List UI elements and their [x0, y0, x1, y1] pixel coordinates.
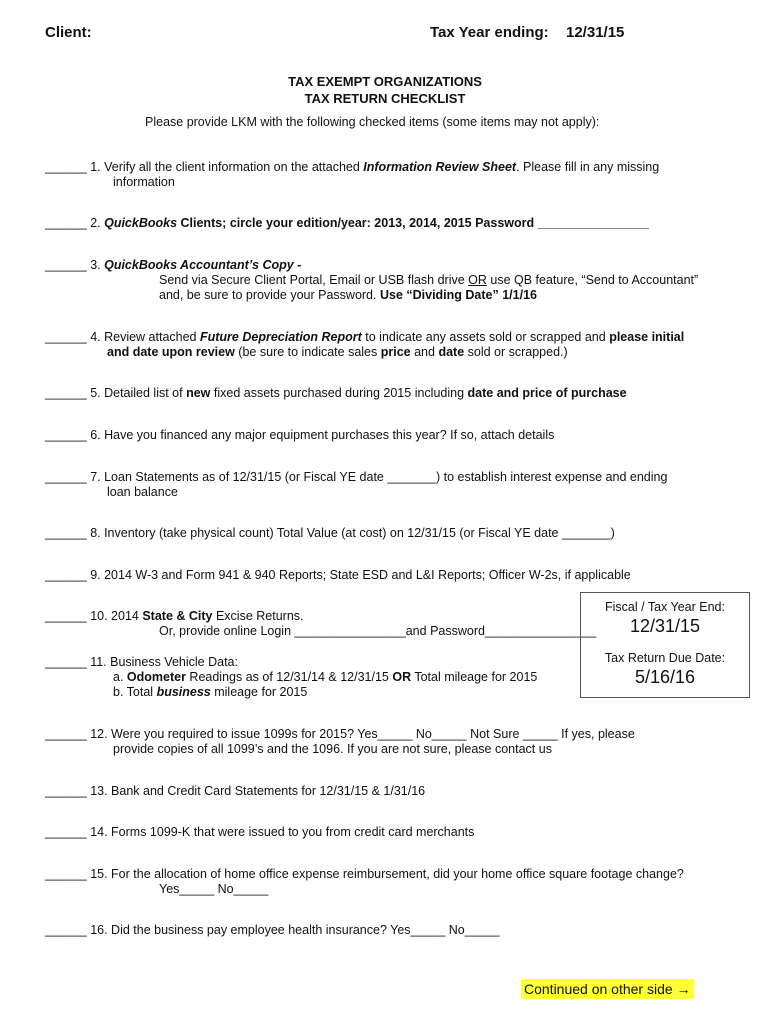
- continued-note: Continued on other side →: [521, 979, 694, 999]
- client-label: Client:: [45, 24, 92, 41]
- check-blank: ______: [45, 470, 87, 484]
- checklist-item-11: ______ 11. Business Vehicle Data:: [45, 655, 238, 669]
- checklist-item-6: ______ 6. Have you financed any major equipment purchases this year? If so, attach details: [45, 428, 555, 442]
- checklist-item-7: ______ 7. Loan Statements as of 12/31/15 (or Fiscal YE date _______) to establish interest expense and ending: [45, 470, 668, 484]
- checklist-item-11-b: b. Total business mileage for 2015: [113, 685, 308, 699]
- tax-year-label: Tax Year ending:: [430, 24, 549, 41]
- arrow-right-icon: →: [676, 981, 691, 997]
- checklist-item-1: ______ 1. Verify all the client information on the attached Information Review Sheet. Please fill in any missing: [45, 160, 660, 174]
- check-blank: ______: [45, 825, 87, 839]
- checklist-item-1-cont: information: [113, 175, 175, 189]
- fiscal-year-end-label: Fiscal / Tax Year End:: [605, 600, 725, 614]
- check-blank: ______: [45, 609, 87, 623]
- checklist-item-9: ______ 9. 2014 W-3 and Form 941 & 940 Reports; State ESD and L&I Reports; Officer W-2s, if applicable: [45, 568, 631, 582]
- check-blank: ______: [45, 428, 87, 442]
- checklist-item-13: ______ 13. Bank and Credit Card Statements for 12/31/15 & 1/31/16: [45, 784, 426, 798]
- check-blank: ______: [45, 526, 87, 540]
- checklist-item-8: ______ 8. Inventory (take physical count) Total Value (at cost) on 12/31/15 (or Fiscal YE date _______): [45, 526, 615, 540]
- check-blank: ______: [45, 923, 87, 937]
- check-blank: ______: [45, 386, 87, 400]
- due-date-label: Tax Return Due Date:: [604, 651, 726, 665]
- check-blank: ______: [45, 784, 87, 798]
- tax-year-value: 12/31/15: [566, 24, 625, 41]
- checklist-item-4-cont: and date upon review (be sure to indicate sales price and date sold or scrapped.): [107, 345, 568, 359]
- check-blank: ______: [45, 330, 87, 344]
- checklist-item-3: ______ 3. QuickBooks Accountant’s Copy -: [45, 258, 302, 272]
- page-subtitle: TAX RETURN CHECKLIST: [304, 91, 466, 106]
- checklist-item-5: ______ 5. Detailed list of new fixed assets purchased during 2015 including date and price of purchase: [45, 386, 627, 400]
- due-date-box: [580, 592, 750, 698]
- checklist-item-3-cont2: and, be sure to provide your Password. Use “Dividing Date” 1/1/16: [159, 288, 537, 302]
- intro-text: Please provide LKM with the following checked items (some items may not apply):: [145, 115, 600, 129]
- fiscal-year-end-value: 12/31/15: [629, 616, 701, 636]
- checklist-item-4: ______ 4. Review attached Future Depreciation Report to indicate any assets sold or scrapped and please initial: [45, 330, 685, 344]
- checklist-item-10-cont: Or, provide online Login ________________and Password________________: [159, 624, 597, 638]
- checklist-item-3-cont: Send via Secure Client Portal, Email or USB flash drive OR use QB feature, “Send to Accountant”: [159, 273, 699, 287]
- checklist-item-16: ______ 16. Did the business pay employee health insurance? Yes_____ No_____: [45, 923, 500, 937]
- checklist-item-7-cont: loan balance: [107, 485, 178, 499]
- check-blank: ______: [45, 258, 87, 272]
- check-blank: ______: [45, 216, 87, 230]
- checklist-item-12-cont: provide copies of all 1099’s and the 1096. If you are not sure, please contact us: [113, 742, 552, 756]
- checklist-item-14: ______ 14. Forms 1099-K that were issued to you from credit card merchants: [45, 825, 475, 839]
- checklist-item-15-cont: Yes_____ No_____: [159, 882, 269, 896]
- check-blank: ______: [45, 568, 87, 582]
- checklist-item-10: ______ 10. 2014 State & City Excise Returns.: [45, 609, 304, 623]
- page-title: TAX EXEMPT ORGANIZATIONS: [288, 74, 482, 89]
- check-blank: ______: [45, 727, 87, 741]
- checklist-item-11-a: a. Odometer Readings as of 12/31/14 & 12/31/15 OR Total mileage for 2015: [113, 670, 538, 684]
- checklist-item-2: ______ 2. QuickBooks Clients; circle your edition/year: 2013, 2014, 2015 Password ________________: [45, 216, 649, 230]
- check-blank: ______: [45, 160, 87, 174]
- check-blank: ______: [45, 655, 87, 669]
- check-blank: ______: [45, 867, 87, 881]
- checklist-item-15: ______ 15. For the allocation of home office expense reimbursement, did your home office square footage change?: [45, 867, 684, 881]
- due-date-value: 5/16/16: [634, 667, 696, 687]
- checklist-item-12: ______ 12. Were you required to issue 1099s for 2015? Yes_____ No_____ Not Sure _____ If yes, please: [45, 727, 635, 741]
